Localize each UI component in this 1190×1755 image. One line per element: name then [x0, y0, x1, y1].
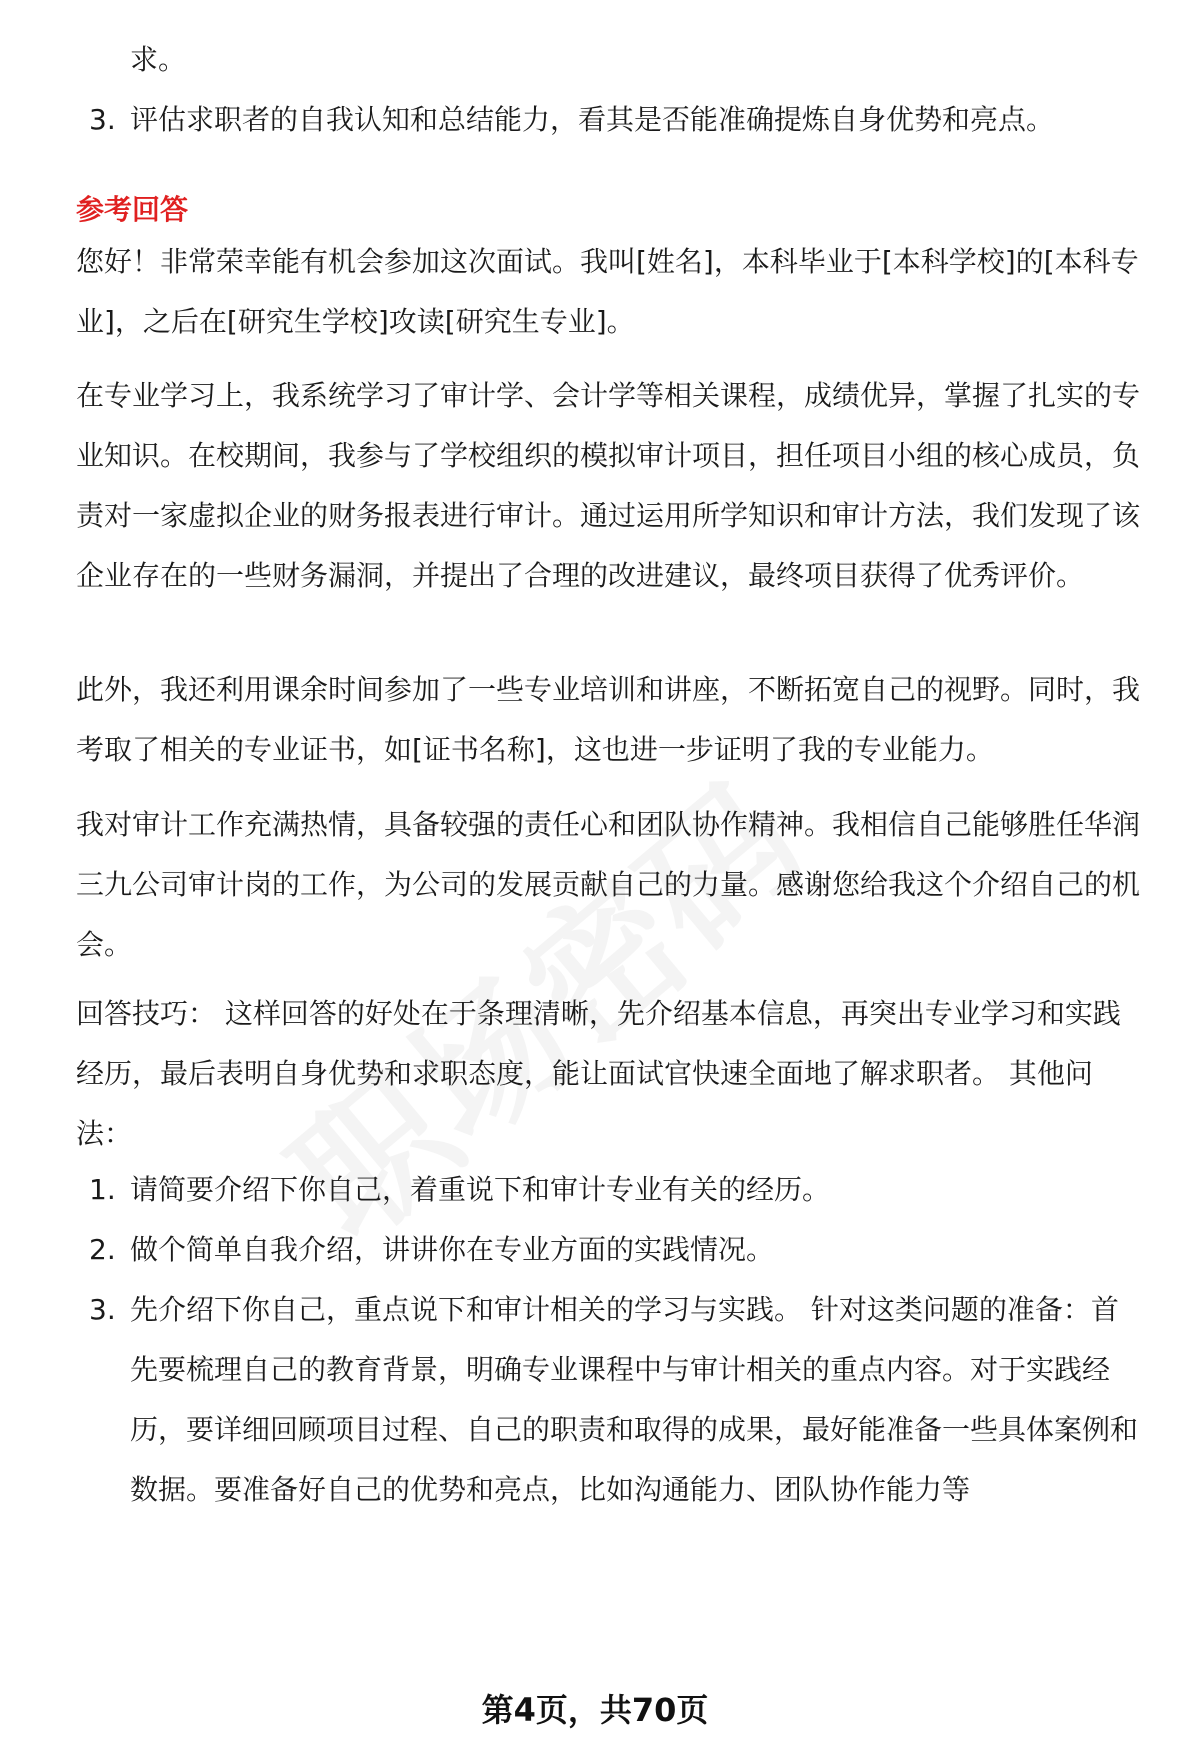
section-heading: 参考回答	[76, 193, 189, 226]
paragraph-tips: 回答技巧： 这样回答的好处在于条理清晰，先介绍基本信息，再突出专业学习和实践经历，最后表明自身优势和求职态度，能让面试官快速全面地了解求职者。 其他问法：	[76, 997, 1121, 1150]
top-numbered-list	[76, 90, 1140, 150]
list-item-text: 请简要介绍下你自己，着重说下和审计专业有关的经历。	[130, 1173, 831, 1206]
list-item-number: 2.	[89, 1233, 116, 1266]
list-item	[76, 1160, 1140, 1220]
list-item	[76, 90, 1140, 150]
paragraph-intro: 您好！非常荣幸能有机会参加这次面试。我叫[姓名]，本科毕业于[本科学校]的[本科专业]，之后在[研究生学校]攻读[研究生专业]。	[76, 245, 1139, 338]
list-item-number: 3.	[89, 1293, 116, 1326]
list-continuation-text: 求。	[130, 43, 187, 76]
page-number-footer: 第4页，共70页	[481, 1691, 709, 1729]
list-item-text: 先介绍下你自己，重点说下和审计相关的学习与实践。 针对这类问题的准备：首先要梳理自己的教育背景，明确专业课程中与审计相关的重点内容。对于实践经历，要详细回顾项目过程、自己的职责和取得的成果，最好能准备一些具体案例和数据。要准备好自己的优势和亮点，比如沟通能力、团队协作能力等	[130, 1293, 1139, 1506]
paragraph-motivation: 我对审计工作充满热情，具备较强的责任心和团队协作精神。我相信自己能够胜任华润三九公司审计岗的工作，为公司的发展贡献自己的力量。感谢您给我这个介绍自己的机会。	[76, 808, 1141, 961]
list-item-number: 3.	[89, 103, 116, 136]
bottom-numbered-list	[76, 1160, 1140, 1520]
list-item-number: 1.	[89, 1173, 116, 1206]
list-item	[76, 1220, 1140, 1280]
paragraph-training: 此外，我还利用课余时间参加了一些专业培训和讲座，不断拓宽自己的视野。同时，我考取了相关的专业证书，如[证书名称]，这也进一步证明了我的专业能力。	[76, 673, 1141, 766]
list-item-text: 评估求职者的自我认知和总结能力，看其是否能准确提炼自身优势和亮点。	[130, 103, 1055, 136]
paragraph-study: 在专业学习上，我系统学习了审计学、会计学等相关课程，成绩优异，掌握了扎实的专业知识。在校期间，我参与了学校组织的模拟审计项目，担任项目小组的核心成员，负责对一家虚拟企业的财务报表进行审计。通过运用所学知识和审计方法，我们发现了该企业存在的一些财务漏洞，并提出了合理的改进建议，最终项目获得了优秀评价。	[76, 379, 1141, 592]
list-item-text: 做个简单自我介绍，讲讲你在专业方面的实践情况。	[130, 1233, 775, 1266]
list-item	[76, 1280, 1140, 1520]
